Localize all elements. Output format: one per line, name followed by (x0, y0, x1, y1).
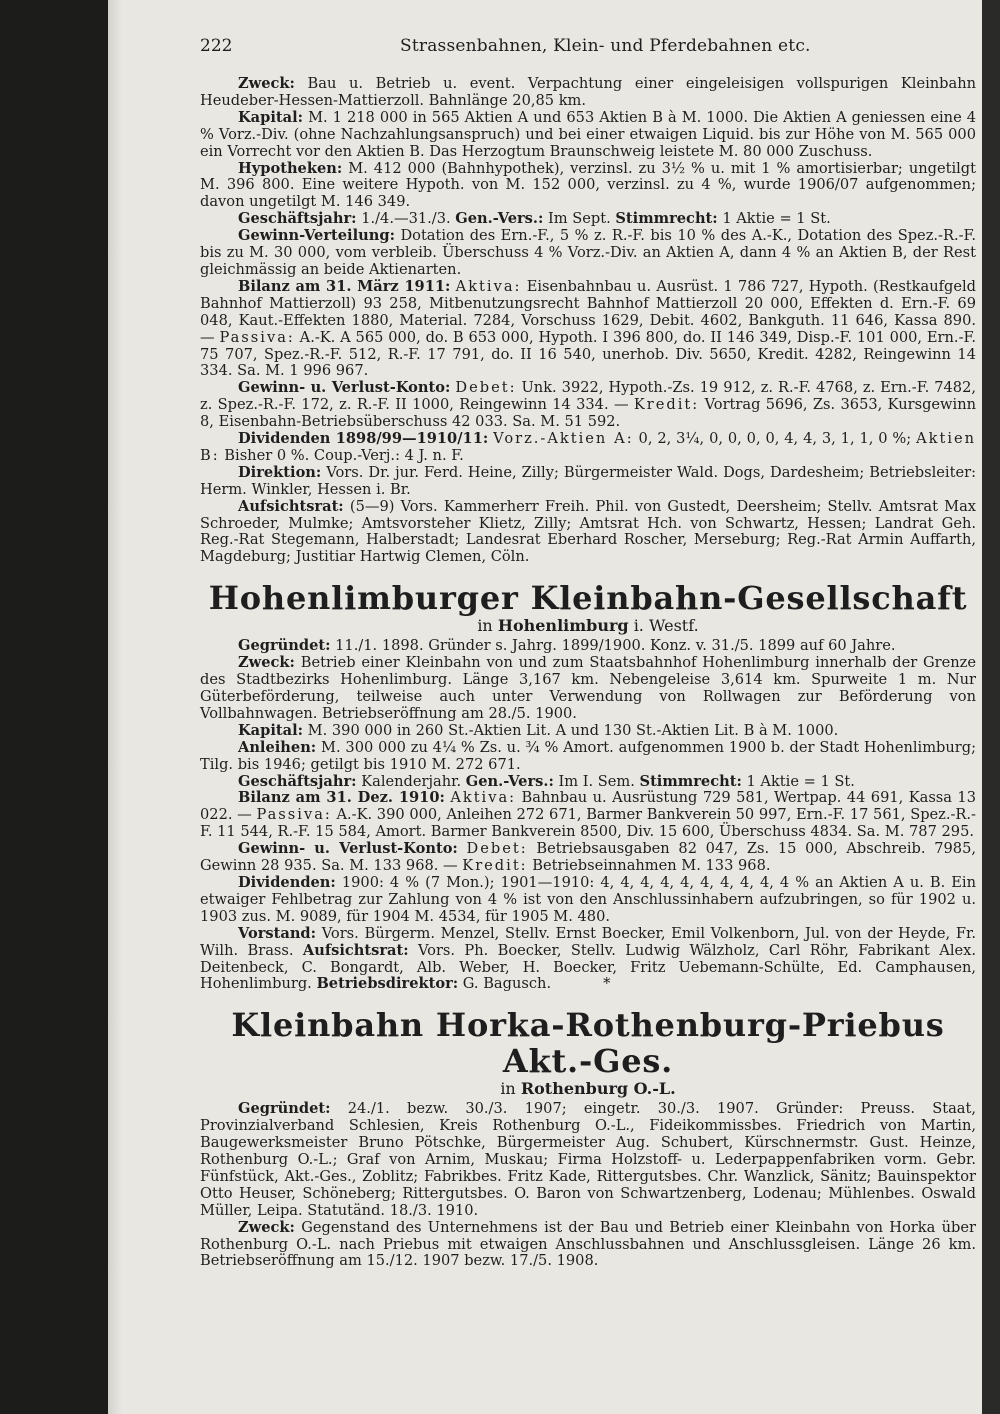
running-head (200, 36, 976, 66)
page-number: 222 (200, 36, 233, 56)
gv-konto-paragraph: Gewinn- u. Verlust-Konto: Debet: Betriebsausgaben 82 047, Zs. 15 000, Abschreib. 7985, Gewinn 28 935. Sa. M. 133 968. — Kredit: Betriebseinnahmen M. 133 968. (200, 840, 977, 875)
company-location-hohenlimburg: in Hohenlimburg i. Westf. (477, 616, 699, 636)
geschaeftsjahr-paragraph: Geschäftsjahr: 1./4.—31./3. Gen.-Vers.: Im Sept. Stimmrecht: 1 Aktie = 1 St. (238, 210, 831, 228)
gegruendet-paragraph: Gegründet: 24./1. bezw. 30./3. 1907; eingetr. 30./3. 1907. Gründer: Preuss. Staat, Provinzialverband Schlesien, Kreis Rothenburg O.-L., Fideikommissbes. Friedrich von Martin, Baugewerksmeister Bruno Pötschke, Bürgermeister Aug. Schubert, Kürschnermstr. Gust. Heinze, Rothenburg O.-L.; Graf von Arnim, Muskau; Firma Holzstoff- u. Lederpappenfabriken vorm. Gebr. Fünfstück, Akt.-Ges., Zoblitz; Fabrikbes. Fritz Kade, Rittergutsbes. Chr. Wanzlick, Sänitz; Bauinspektor Otto Heuser, Schöneberg; Rittergutsbes. O. Baron von Schwartzenberg, Lodenau; Mühlenbes. Oswald Müller, Leipa. Statutänd. 18./3. 1910. (200, 1100, 976, 1219)
bilanz-paragraph: Bilanz am 31. Dez. 1910: Aktiva: Bahnbau u. Ausrüstung 729 581, Wertpap. 44 691, Kassa 13 022. — Passiva: A.-K. 390 000, Anleihen 272 671, Barmer Bankverein 50 997, Ern.-F. 17 561, Spez.-R.-F. 11 544, R.-F. 15 584, Amort. Barmer Bankverein 8500, Div. 15 600, Überschuss 4834. Sa. M. 787 295. (200, 789, 977, 841)
zweck-paragraph: Zweck: Bau u. Betrieb u. event. Verpachtung einer eingeleisigen vollspurigen Kleinbahn Heudeber-Hessen-Mattierzoll. Bahnlänge 20,85 km. (200, 75, 977, 109)
footnote-mark: * (603, 975, 611, 993)
dividenden-paragraph: Dividenden: 1900: 4 % (7 Mon.); 1901—1910: 4, 4, 4, 4, 4, 4, 4, 4, 4, 4 % an Aktien A u. B. Ein etwaiger Fehlbetrag zur Zahlung von 4 % ist von den Anschlussinhabern aufzubringen, so für 1902 u. 1903 zus. M. 9089, für 1904 M. 4534, für 1905 M. 480. (200, 873, 976, 925)
kapital-paragraph: Kapital: M. 1 218 000 in 565 Aktien A und 653 Aktien B à M. 1000. Die Aktien A geniessen eine 4 % Vorz.-Div. (ohne Nachzahlungsanspruch) und bei einer etwaigen Liquid. bis zur Höhe von M. 565 000 ein Vorrecht vor den Aktien B. Das Herzogtum Braunschweig leistete M. 80 000 Zuschuss. (200, 108, 977, 160)
company-title-hohenlimburg: Hohenlimburger Kleinbahn-Gesellschaft (208, 579, 968, 618)
geschaeftsjahr-paragraph: Geschäftsjahr: Kalenderjahr. Gen.-Vers.: Im I. Sem. Stimmrecht: 1 Aktie = 1 St. (238, 772, 855, 790)
hypotheken-paragraph: Hypotheken: M. 412 000 (Bahnhypothek), verzinsl. zu 3½ % u. mit 1 % amortisierbar; ungetilgt M. 396 800. Eine weitere Hypoth. von M. 152 000, verzinsl. zu 4 %, wurde 1906/07 aufgenommen; davon ungetilgt M. 146 349. (200, 159, 977, 211)
aufsichtsrat-paragraph: Aufsichtsrat: (5—9) Vors. Kammerherr Freih. Phil. von Gustedt, Deersheim; Stellv. Amtsrat Max Schroeder, Mulmke; Amtsvorsteher Klietz, Zilly; Amtsrat Hch. von Schwartz, Hessen; Landrat Geh. Reg.-Rat Stegemann, Halberstadt; Landesrat Eberhard Roscher, Merseburg; Reg.-Rat Armin Auffarth, Magdeburg; Justitiar Hartwig Clemen, Cöln. (200, 497, 977, 566)
anleihen-paragraph: Anleihen: M. 300 000 zu 4¼ % Zs. u. ¾ % Amort. aufgenommen 1900 b. der Stadt Hohenlimburg; Tilg. bis 1946; getilgt bis 1910 M. 272 671. (200, 738, 977, 773)
page-gutter-shadow (108, 0, 122, 1414)
gv-konto-paragraph: Gewinn- u. Verlust-Konto: Debet: Unk. 3922, Hypoth.-Zs. 19 912, z. R.-F. 4768, z. Ern.-F. 7482, z. Spez.-R.-F. 172, z. R.-F. II 1000, Reingewinn 14 334. — Kredit: Vortrag 5696, Zs. 3653, Kursgewinn 8, Eisenbahn-Betriebsüberschuss 42 033. Sa. M. 51 592. (200, 379, 977, 431)
direktion-paragraph: Direktion: Vors. Dr. jur. Ferd. Heine, Zilly; Bürgermeister Wald. Dogs, Dardesheim; Betriebsleiter: Herm. Winkler, Hessen i. Br. (200, 463, 976, 498)
company-title-horka: Kleinbahn Horka-Rothenburg-Priebus Akt.-Ges. (231, 1006, 945, 1081)
zweck-paragraph: Zweck: Betrieb einer Kleinbahn von und zum Staatsbahnhof Hohenlimburg innerhalb der Grenze des Stadtbezirks Hohenlimburg. Länge 3,167 km. Nebengeleise 3,614 km. Spurweite 1 m. Nur Güterbeförderung, teilweise auch unter Verwendung von Rollwagen zur Beförderung von Vollbahnwagen. Betriebseröffnung am 28./5. 1900. (200, 654, 977, 722)
page-content (200, 36, 976, 1270)
scanned-page (108, 0, 988, 1414)
company-location-rothenburg: in Rothenburg O.-L. (500, 1079, 676, 1099)
gewinn-verteilung-paragraph: Gewinn-Verteilung: Dotation des Ern.-F., 5 % z. R.-F. bis 10 % des A.-K., Dotation des Spez.-R.-F. bis zu M. 30 000, vom verbleib. Überschuss 4 % Vorz.-Div. an Aktien A, dann 4 % an Aktien B, der Rest gleichmässig an beide Aktienarten. (200, 227, 977, 278)
scan-right-edge (982, 0, 1000, 1414)
running-title: Strassenbahnen, Klein- und Pferdebahnen etc. (400, 36, 811, 56)
kapital-paragraph: Kapital: M. 390 000 in 260 St.-Aktien Lit. A und 130 St.-Aktien Lit. B à M. 1000. (238, 721, 839, 739)
dividenden-paragraph: Dividenden 1898/99—1910/11: Vorz.-Aktien A: 0, 2, 3¼, 0, 0, 0, 0, 4, 4, 3, 1, 1, 0 %; Aktien B: Bisher 0 %. Coup.-Verj.: 4 J. n. F. (200, 430, 977, 464)
gegruendet-paragraph: Gegründet: 11./1. 1898. Gründer s. Jahrg. 1899/1900. Konz. v. 31./5. 1899 auf 60 Jahre. (238, 637, 896, 655)
vorstand-paragraph: Vorstand: Vors. Bürgerm. Menzel, Stellv. Ernst Boecker, Emil Volkenborn, Jul. von der Heyde, Fr. Wilh. Brass. Aufsichtsrat: Vors. Ph. Boecker, Stellv. Ludwig Wälzholz, Carl Röhr, Fabrikant Alex. Deitenbeck, C. Bongardt, Alb. Weber, H. Boecker, Fritz Uebemann-Schülte, Ed. Camphausen, Hohenlimburg. Betriebsdirektor: G. Bagusch. * (200, 924, 977, 993)
zweck-paragraph: Zweck: Gegenstand des Unternehmens ist der Bau und Betrieb einer Kleinbahn von Horka über Rothenburg O.-L. nach Priebus mit etwaigen Anschlussbahnen und Anschlussgleisen. Länge 26 km. Betriebseröffnung am 15./12. 1907 bezw. 17./5. 1908. (200, 1218, 976, 1270)
entry-continued (200, 76, 976, 566)
bilanz-paragraph: Bilanz am 31. März 1911: Aktiva: Eisenbahnbau u. Ausrüst. 1 786 727, Hypoth. (Restkaufgeld Bahnhof Mattierzoll) 93 258, Mitbenutzungsrecht Bahnhof Mattierzoll 20 000, Effekten d. Ern.-F. 69 048, Kaut.-Effekten 1880, Material. 7284, Vorschuss 1629, Debit. 4602, Bankguth. 11 646, Kassa 890. — Passiva: A.-K. A 565 000, do. B 653 000, Hypoth. I 396 800, do. II 146 349, Disp.-F. 101 000, Ern.-F. 75 707, Spez.-R.-F. 512, R.-F. 17 791, do. II 16 540, unerhob. Div. 5650, Kredit. 4282, Reingewinn 14 334. Sa. M. 1 996 967. (200, 277, 977, 380)
